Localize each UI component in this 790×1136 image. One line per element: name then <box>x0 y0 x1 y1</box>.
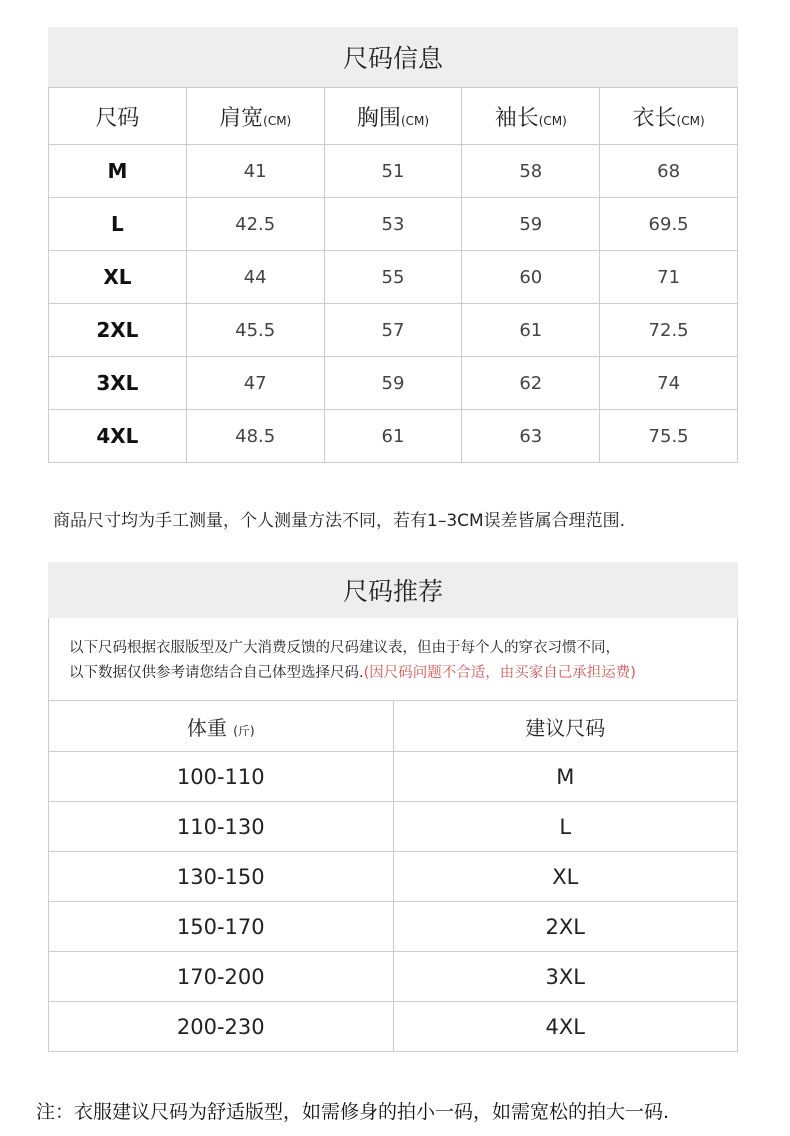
table-row <box>49 1002 738 1052</box>
weight-cell: 170-200 <box>49 952 394 1002</box>
header-sleeve: 袖长(CM) <box>462 88 600 145</box>
table-row <box>49 357 738 410</box>
size-info-section <box>48 27 738 463</box>
recommended-size-cell: M <box>393 752 738 802</box>
length-cell: 71 <box>600 251 738 304</box>
sleeve-cell: 60 <box>462 251 600 304</box>
recommended-size-cell: 3XL <box>393 952 738 1002</box>
intro-line-1: 以下尺码根据衣服版型及广大消费反馈的尺码建议表，但由于每个人的穿衣习惯不同， <box>69 640 620 656</box>
size-cell: M <box>49 145 187 198</box>
size-cell: 3XL <box>49 357 187 410</box>
table-row <box>49 410 738 463</box>
weight-cell: 130-150 <box>49 852 394 902</box>
shoulder-cell: 44 <box>186 251 324 304</box>
chest-cell: 61 <box>324 410 462 463</box>
chest-cell: 57 <box>324 304 462 357</box>
sleeve-cell: 63 <box>462 410 600 463</box>
table-row <box>49 902 738 952</box>
chest-cell: 55 <box>324 251 462 304</box>
table-row <box>49 251 738 304</box>
recommend-intro <box>48 618 738 700</box>
sleeve-cell: 59 <box>462 198 600 251</box>
recommended-size-cell: 4XL <box>393 1002 738 1052</box>
header-recommended-size: 建议尺码 <box>393 701 738 752</box>
recommended-size-cell: 2XL <box>393 902 738 952</box>
header-size: 尺码 <box>49 88 187 145</box>
chest-cell: 51 <box>324 145 462 198</box>
table-row <box>49 145 738 198</box>
weight-cell: 200-230 <box>49 1002 394 1052</box>
recommended-size-cell: L <box>393 802 738 852</box>
weight-cell: 100-110 <box>49 752 394 802</box>
header-shoulder: 肩宽(CM) <box>186 88 324 145</box>
size-info-title: 尺码信息 <box>48 27 738 87</box>
header-weight: 体重 (斤) <box>49 701 394 752</box>
size-recommend-table <box>48 700 738 1052</box>
weight-cell: 110-130 <box>49 802 394 852</box>
sleeve-cell: 62 <box>462 357 600 410</box>
length-cell: 75.5 <box>600 410 738 463</box>
size-info-table <box>48 87 738 463</box>
shoulder-cell: 41 <box>186 145 324 198</box>
table-row <box>49 952 738 1002</box>
header-length: 衣长(CM) <box>600 88 738 145</box>
shoulder-cell: 47 <box>186 357 324 410</box>
length-cell: 74 <box>600 357 738 410</box>
sleeve-cell: 58 <box>462 145 600 198</box>
recommended-size-cell: XL <box>393 852 738 902</box>
table-row <box>49 802 738 852</box>
chest-cell: 59 <box>324 357 462 410</box>
footer-note: 注：衣服建议尺码为舒适版型，如需修身的拍小一码，如需宽松的拍大一码. <box>36 1101 670 1123</box>
length-cell: 68 <box>600 145 738 198</box>
length-cell: 72.5 <box>600 304 738 357</box>
size-cell: XL <box>49 251 187 304</box>
shipping-warning: (因尺码问题不合适，由买家自己承担运费) <box>363 665 636 681</box>
table-header-row <box>49 88 738 145</box>
table-row <box>49 198 738 251</box>
size-cell: 2XL <box>49 304 187 357</box>
table-row <box>49 852 738 902</box>
shoulder-cell: 45.5 <box>186 304 324 357</box>
size-recommend-title: 尺码推荐 <box>48 562 738 618</box>
table-row <box>49 304 738 357</box>
table-header-row <box>49 701 738 752</box>
weight-cell: 150-170 <box>49 902 394 952</box>
shoulder-cell: 42.5 <box>186 198 324 251</box>
size-cell: L <box>49 198 187 251</box>
intro-line-2: 以下数据仅供参考请您结合自己体型选择尺码.(因尺码问题不合适，由买家自己承担运费) <box>69 665 636 681</box>
sleeve-cell: 61 <box>462 304 600 357</box>
table-row <box>49 752 738 802</box>
measurement-note: 商品尺寸均为手工测量，个人测量方法不同，若有1–3CM误差皆属合理范围. <box>53 511 626 531</box>
size-cell: 4XL <box>49 410 187 463</box>
chest-cell: 53 <box>324 198 462 251</box>
size-recommend-section <box>48 562 738 1052</box>
header-chest: 胸围(CM) <box>324 88 462 145</box>
length-cell: 69.5 <box>600 198 738 251</box>
shoulder-cell: 48.5 <box>186 410 324 463</box>
